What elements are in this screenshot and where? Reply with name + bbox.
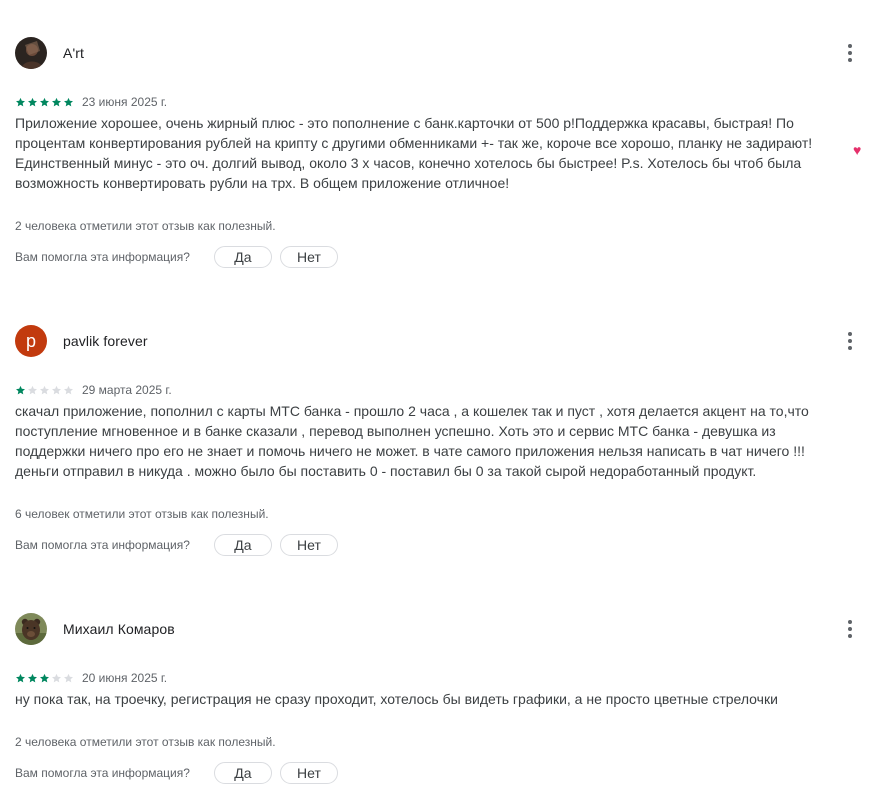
helpful-count: 2 человека отметили этот отзыв как полезный. [15, 735, 276, 749]
star-empty-icon [27, 385, 38, 396]
helpful-question: Вам помогла эта информация? [15, 250, 190, 264]
star-empty-icon [51, 673, 62, 684]
helpful-yes-button[interactable]: Да [214, 246, 272, 268]
star-filled-icon [63, 97, 74, 108]
review-meta [15, 95, 167, 109]
review-author: pavlik forever [63, 333, 148, 349]
star-empty-icon [39, 385, 50, 396]
review-author: A'rt [63, 45, 84, 61]
star-filled-icon [39, 97, 50, 108]
review-text [15, 689, 875, 709]
star-filled-icon [51, 97, 62, 108]
star-filled-icon [15, 97, 26, 108]
review-header [15, 37, 84, 69]
helpful-question: Вам помогла эта информация? [15, 538, 190, 552]
avatar [15, 613, 47, 645]
avatar-photo-icon [15, 613, 47, 645]
star-empty-icon [51, 385, 62, 396]
star-filled-icon [39, 673, 50, 684]
star-filled-icon [27, 97, 38, 108]
star-rating [15, 673, 74, 684]
helpful-question-row [15, 762, 338, 784]
review-text-body: скачал приложение, пополнил с карты МТС банка - прошло 2 часа , а кошелек так и пуст , хотя делается акцент на то,что поступление мгновенное и в банке сказали , перевод выполнен успешно. Хоть это и сервис МТС банка - девушка из поддержки ничего про его не знает и помочь ничего не может. в чате самого приложения нельзя написать в чат ничего !!! деньги отправил в никуда . можно было бы поставить 0 - поставил бы 0 за такой сырой недоработанный продукт. [15, 403, 809, 479]
review-text-body: Приложение хорошее, очень жирный плюс - это пополнение с банк.карточки от 500 р!Поддержка красавы, быстрая! По процентам конвертирования рублей на крипту с другими обменниками +- так же, короче все хорошо, планку не задирают! Единственный минус - это оч. долгий вывод, около 3 х часов, конечно хотелось бы быстрее! P.s. Хотелось бы чтоб была возможность конвертировать рубли на трх. В общем приложение отличное! [15, 115, 813, 191]
review-text-body: ну пока так, на троечку, регистрация не сразу проходит, хотелось бы видеть графики, а не просто цветные стрелочки [15, 691, 778, 707]
avatar [15, 37, 47, 69]
helpful-no-button[interactable]: Нет [280, 534, 338, 556]
review-text [15, 401, 875, 481]
star-filled-icon [27, 673, 38, 684]
review-date: 23 июня 2025 г. [82, 95, 168, 109]
star-filled-icon [15, 385, 26, 396]
avatar-photo-icon [15, 37, 47, 69]
helpful-yes-button[interactable]: Да [214, 534, 272, 556]
star-empty-icon [63, 385, 74, 396]
review-header [15, 613, 175, 645]
review-date: 29 марта 2025 г. [82, 383, 172, 397]
heart-emoji: ♥ [853, 142, 862, 158]
review-author: Михаил Комаров [63, 621, 175, 637]
helpful-question-row [15, 534, 338, 556]
star-rating [15, 385, 74, 396]
avatar [15, 325, 47, 357]
helpful-count: 2 человека отметили этот отзыв как полезный. [15, 219, 276, 233]
helpful-yes-button[interactable]: Да [214, 762, 272, 784]
more-options-icon[interactable] [838, 329, 862, 353]
helpful-no-button[interactable]: Нет [280, 246, 338, 268]
avatar-letter: p [25, 330, 36, 351]
more-options-icon[interactable] [838, 617, 862, 641]
star-rating [15, 97, 74, 108]
review-header [15, 325, 148, 357]
review-text [15, 113, 875, 193]
review-meta [15, 383, 172, 397]
helpful-question-row [15, 246, 338, 268]
review-meta [15, 671, 167, 685]
review-date: 20 июня 2025 г. [82, 671, 168, 685]
more-options-icon[interactable] [838, 41, 862, 65]
star-empty-icon [63, 673, 74, 684]
helpful-question: Вам помогла эта информация? [15, 766, 190, 780]
star-filled-icon [15, 673, 26, 684]
helpful-no-button[interactable]: Нет [280, 762, 338, 784]
helpful-count: 6 человек отметили этот отзыв как полезный. [15, 507, 269, 521]
